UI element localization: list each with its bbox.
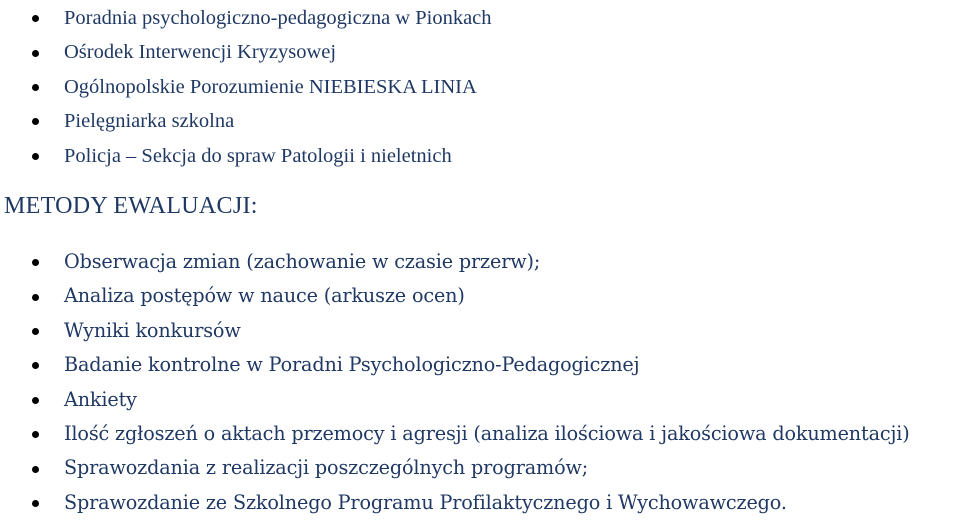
list-item <box>0 383 960 417</box>
list-item-text: Wyniki konkursów <box>64 318 241 342</box>
bullet-icon <box>32 397 39 404</box>
list-item <box>0 417 960 451</box>
bullet-icon <box>32 294 39 301</box>
list-item <box>0 348 960 382</box>
section-heading: METODY EWALUACJI: <box>4 193 258 219</box>
list-item-text: Sprawozdanie ze Szkolnego Programu Profilaktycznego i Wychowawczego. <box>64 490 787 514</box>
list-item <box>0 245 960 279</box>
list-item <box>0 314 960 348</box>
evaluation-methods-list <box>0 245 960 520</box>
bullet-icon <box>32 153 39 160</box>
list-item <box>0 70 960 104</box>
bullet-icon <box>32 431 39 438</box>
bullet-icon <box>32 118 39 125</box>
list-item <box>0 35 960 69</box>
bullet-icon <box>32 15 39 22</box>
bullet-icon <box>32 500 39 507</box>
bullet-icon <box>32 328 39 335</box>
list-item-text: Ogólnopolskie Porozumienie NIEBIESKA LINIA <box>64 75 477 98</box>
bullet-icon <box>32 259 39 266</box>
list-item <box>0 104 960 138</box>
bullet-icon <box>32 466 39 473</box>
list-item <box>0 486 960 520</box>
list-item-text: Ilość zgłoszeń o aktach przemocy i agresji (analiza ilościowa i jakościowa dokumentacji) <box>64 421 910 445</box>
list-item <box>0 451 960 485</box>
list-item-text: Ośrodek Interwencji Kryzysowej <box>64 41 337 64</box>
list-item <box>0 139 960 173</box>
list-item-text: Badanie kontrolne w Poradni Psychologiczno-Pedagogicznej <box>64 353 640 377</box>
list-item <box>0 279 960 313</box>
list-item-text: Sprawozdania z realizacji poszczególnych programów; <box>64 456 589 480</box>
list-item-text: Policja – Sekcja do spraw Patologii i nieletnich <box>64 144 452 167</box>
list-item-text: Obserwacja zmian (zachowanie w czasie przerw); <box>64 250 541 273</box>
bullet-icon <box>32 362 39 369</box>
bullet-icon <box>32 50 39 57</box>
list-item-text: Analiza postępów w nauce (arkusze ocen) <box>64 284 465 308</box>
bullet-icon <box>32 84 39 91</box>
list-item-text: Pielęgniarka szkolna <box>64 110 235 133</box>
list-item <box>0 1 960 35</box>
list-item-text: Ankiety <box>64 387 137 411</box>
list-item-text: Poradnia psychologiczno-pedagogiczna w Pionkach <box>64 7 492 29</box>
institutions-list <box>0 1 960 173</box>
